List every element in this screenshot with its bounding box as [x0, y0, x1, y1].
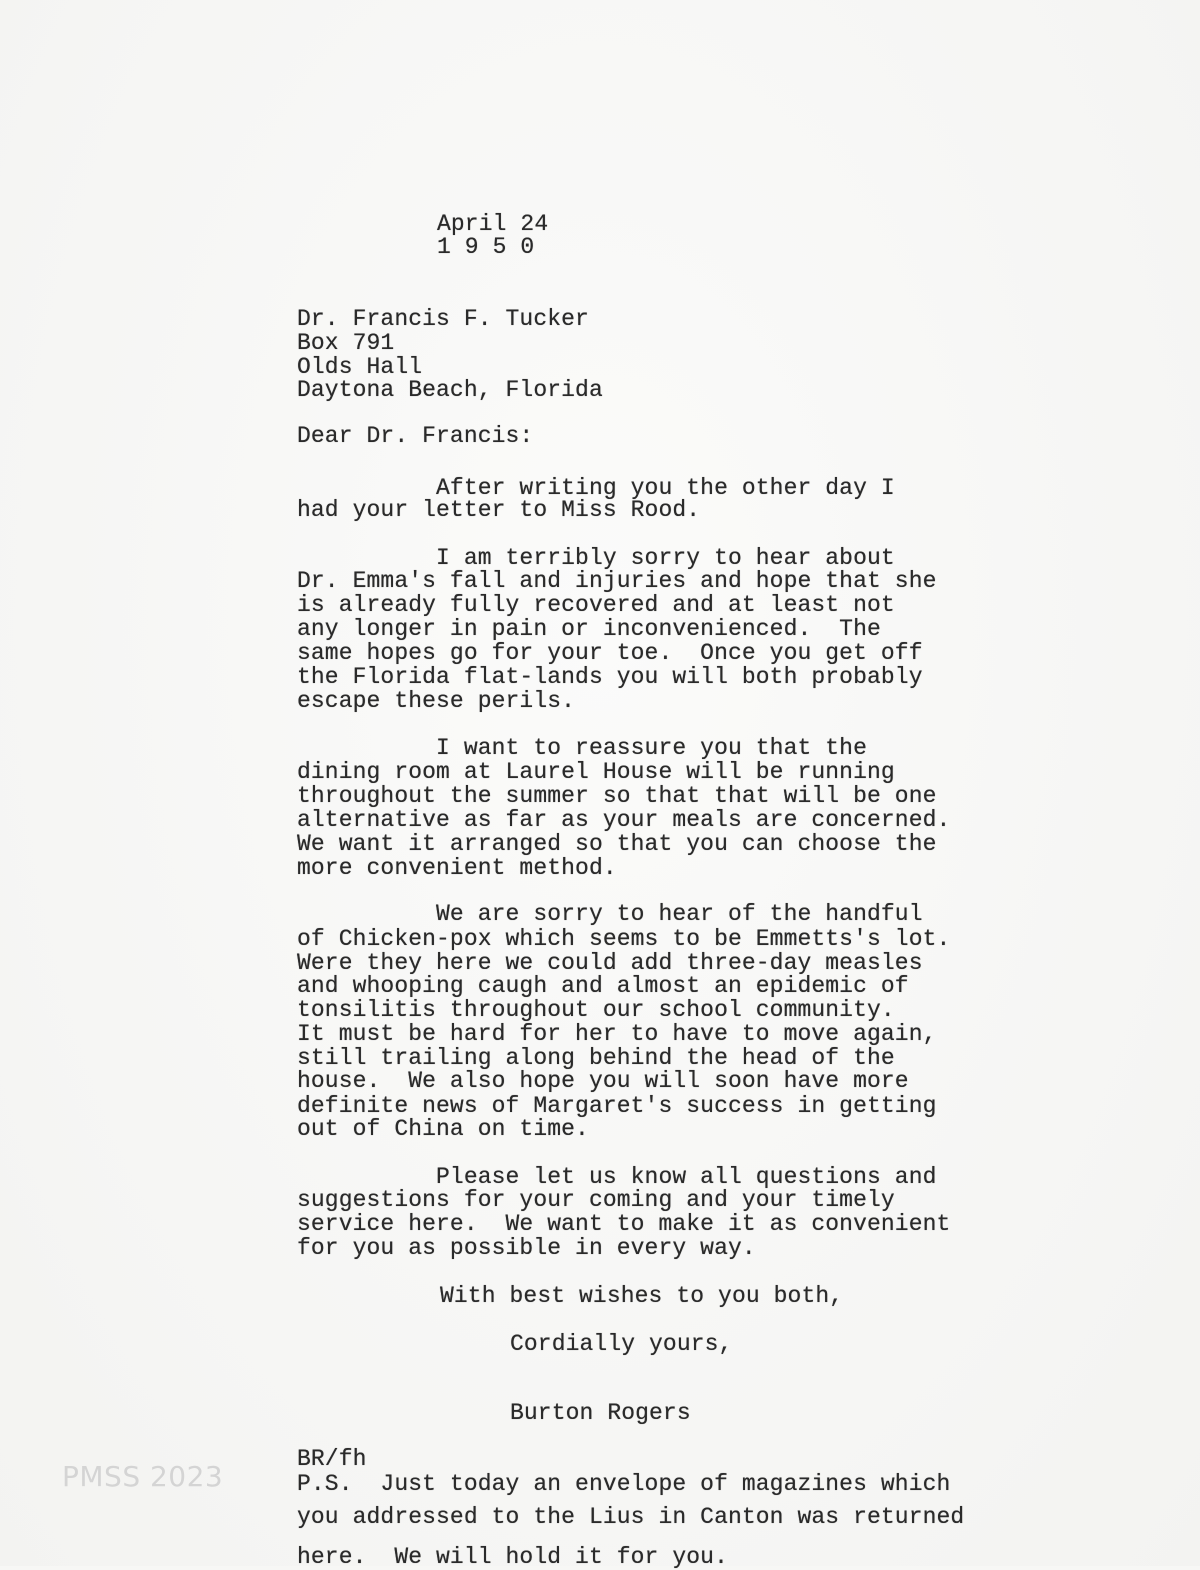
paragraph-line: definite news of Margaret's success in getting [297, 1093, 937, 1119]
paragraph-line: After writing you the other day I [297, 475, 895, 501]
paragraph-line: I am terribly sorry to hear about [297, 545, 895, 571]
paragraph-line: is already fully recovered and at least not [297, 592, 895, 618]
paragraph-line: the Florida flat-lands you will both probably [297, 664, 923, 690]
reference-initials: BR/fh [297, 1446, 367, 1472]
watermark: PMSS 2023 [62, 1460, 224, 1493]
postscript-line: here. We will hold it for you. [297, 1544, 728, 1570]
address-line: Dr. Francis F. Tucker [297, 306, 589, 332]
postscript-line: P.S. Just today an envelope of magazines which [297, 1471, 951, 1497]
paragraph-line: for you as possible in every way. [297, 1235, 756, 1261]
year-line: 1 9 5 0 [437, 234, 535, 260]
address-line: Daytona Beach, Florida [297, 377, 603, 403]
complimentary-close: Cordially yours, [510, 1331, 733, 1357]
paragraph-line: escape these perils. [297, 688, 576, 714]
address-line: Box 791 [297, 330, 395, 356]
postscript-line: you addressed to the Lius in Canton was returned [297, 1504, 965, 1530]
paragraph-line: of Chicken-pox which seems to be Emmetts's lot. [297, 926, 951, 952]
paragraph-line: Dr. Emma's fall and injuries and hope that she [297, 568, 937, 594]
paragraph-line: Were they here we could add three-day measles [297, 950, 923, 976]
paragraph-line: It must be hard for her to have to move again, [297, 1021, 937, 1047]
paragraph-line: I want to reassure you that the [297, 735, 867, 761]
paragraph-line: still trailing along behind the head of the [297, 1045, 895, 1071]
paragraph-line: throughout the summer so that that will be one [297, 783, 937, 809]
paragraph-line: any longer in pain or inconvenienced. The [297, 616, 881, 642]
paragraph-line: house. We also hope you will soon have more [297, 1068, 909, 1094]
paragraph-line: tonsilitis throughout our school community. [297, 997, 895, 1023]
salutation: Dear Dr. Francis: [297, 423, 534, 449]
paragraph-line: suggestions for your coming and your timely [297, 1187, 895, 1213]
date-line: April 24 [437, 211, 549, 237]
paragraph-line: had your letter to Miss Rood. [297, 497, 701, 523]
closing-line: With best wishes to you both, [440, 1283, 844, 1309]
paragraph-line: We want it arranged so that you can choose the [297, 831, 937, 857]
paragraph-line: and whooping caugh and almost an epidemic of [297, 973, 909, 999]
signature-name: Burton Rogers [510, 1400, 691, 1426]
paragraph-line: more convenient method. [297, 855, 617, 881]
paragraph-line: out of China on time. [297, 1116, 589, 1142]
paragraph-line: alternative as far as your meals are concerned. [297, 807, 951, 833]
paragraph-line: same hopes go for your toe. Once you get off [297, 640, 923, 666]
paragraph-line: dining room at Laurel House will be running [297, 759, 895, 785]
paragraph-line: We are sorry to hear of the handful [297, 901, 923, 927]
paragraph-line: Please let us know all questions and [297, 1164, 937, 1190]
address-line: Olds Hall [297, 354, 423, 380]
paragraph-line: service here. We want to make it as convenient [297, 1211, 951, 1237]
